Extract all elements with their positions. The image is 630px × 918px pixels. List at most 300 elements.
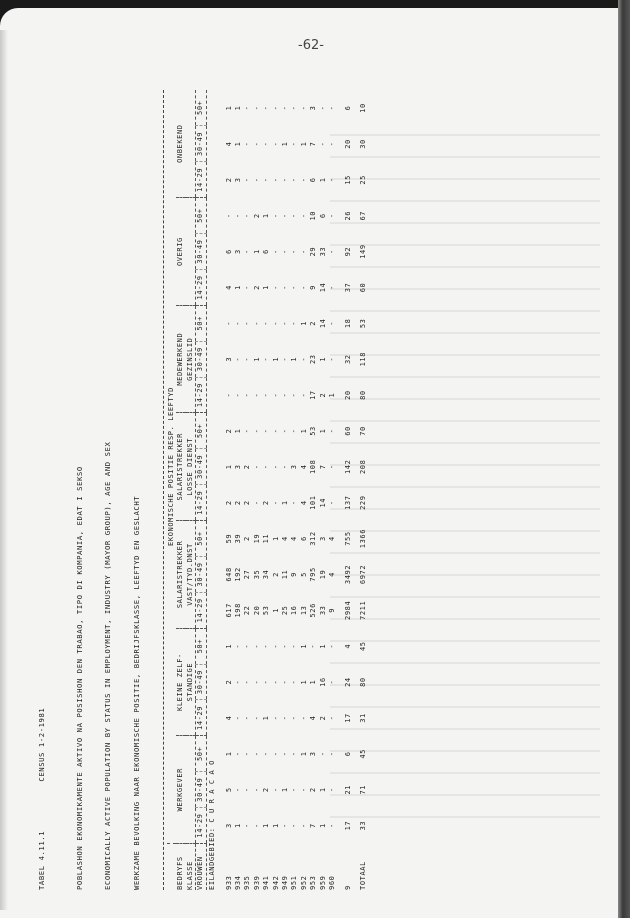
table-cell: 25 [358,175,367,185]
table-cell: - [281,285,290,290]
rotated-table-block [18,90,367,890]
table-cell: 19 [252,533,261,544]
table-cell: 92 [343,246,352,257]
table-cell: - [328,213,337,219]
table-cell: 2 [252,285,261,290]
age-band-header: 50+ [196,521,206,557]
table-row [272,90,281,890]
table-cell: 1 [262,715,271,721]
table-cell: - [290,500,299,506]
table-cell: 648 [224,567,233,582]
table-cell: - [271,751,280,757]
table-cell: 10 [358,103,367,113]
table-cell: - [290,787,299,793]
row-code: 953 [309,875,318,890]
group-subheader: VAST/TYD.DNST [186,521,196,629]
table-cell: - [290,715,299,721]
row-code: 960 [328,875,337,890]
table-cell: 45 [358,641,367,652]
table-cell: - [271,428,280,434]
table-cell: 17 [309,390,318,400]
table-cell: - [252,751,261,757]
table-cell: 2 [262,500,271,506]
group-subheader: STANDIGE [186,628,196,736]
table-cell: 208 [358,459,367,475]
table-cell: 20 [343,139,352,149]
table-cell: 45 [358,749,367,759]
table-cell: - [243,392,252,398]
table-cell: 53 [262,605,271,616]
table-cell: - [252,715,261,721]
row-code: 933 [224,875,233,890]
reverse-page-show-through [330,120,600,820]
table-cell: 1 [271,823,280,828]
table-cell: 3 [290,464,299,470]
table-cell: 7 [309,141,318,147]
table-cell: - [271,213,280,219]
table-cell: - [299,285,308,290]
table-cell: - [262,428,271,434]
super-header: EKONOMISCHE POSITIE RESP. LEEFTYD [167,90,176,844]
table-cell: 11 [281,569,290,580]
table-cell: 16 [318,677,327,687]
table-cell: 70 [358,426,367,436]
table-cell: 4 [343,643,352,649]
group-header-salaristrekker-losse: SALARISTREKKER [176,413,185,521]
table-cell: 19 [318,569,327,580]
table-cell: 3 [234,249,243,254]
age-band-header: 14-29 [196,377,206,413]
table-cell: 5 [224,787,233,793]
table-cell: 6 [262,249,271,254]
table-cell: 1 [224,643,233,649]
table-cell: 6 [343,751,352,757]
table-cell: - [243,787,252,793]
table-cell: 11 [262,533,271,544]
table-cell: - [271,643,280,649]
table-cell: - [271,320,280,326]
age-band-header: 50+ [196,628,206,664]
table-cell: 2 [262,787,271,793]
table-cell: - [243,715,252,721]
age-band-header: 30-49 [196,557,206,593]
table-cell: - [281,751,290,757]
table-cell: - [252,823,261,828]
table-cell: - [234,751,243,757]
table-cell: 1 [252,356,261,362]
table-cell: 29 [309,246,318,257]
book-spine [618,0,630,918]
table-cell: 7 [318,464,327,470]
table-cell: - [328,464,337,470]
table-cell: - [243,823,252,828]
table-cell: 9 [309,285,318,290]
table-cell: - [290,823,299,828]
table-cell: - [328,356,337,362]
table-cell: - [224,320,233,326]
table-cell: - [281,464,290,470]
table-cell: 137 [343,495,352,510]
table-cell: - [299,249,308,254]
table-cell: 21 [343,784,352,795]
table-cell: - [234,213,243,219]
table-cell: 35 [252,569,261,580]
table-cell: 2 [243,536,252,541]
table-cell: 1 [299,141,308,147]
table-cell: - [252,392,261,398]
group-subheader [186,198,196,306]
table-cell: 118 [358,351,367,367]
table-cell: - [252,428,261,434]
table-cell: 30 [358,139,367,149]
table-id: TABEL 4.11.1 [37,830,46,890]
table-row [225,90,234,890]
row-code: 941 [262,875,271,890]
table-cell: 4 [299,500,308,506]
table-cell: 1 [318,356,327,362]
table-cell: - [262,643,271,649]
table-cell: 4 [299,464,308,470]
table-cell: - [262,141,271,147]
table-cell: - [243,356,252,362]
table-cell: - [281,643,290,649]
table-row [243,90,252,890]
table-cell: - [243,751,252,757]
table-cell: 2 [224,500,233,506]
table-cell: 80 [358,677,367,687]
age-band-header: 50+ [196,305,206,341]
table-cell: 755 [343,531,352,546]
table-cell: 59 [224,533,233,544]
table-cell: - [252,679,261,685]
table-cell: 1 [262,213,271,219]
table-cell: 7211 [358,600,367,620]
table-cell: - [262,679,271,685]
age-band-header: 30-49 [196,664,206,700]
table-cell: 2 [271,572,280,577]
table-cell: - [290,320,299,326]
table-row [253,90,262,890]
table-cell: 3 [234,177,243,183]
table-cell: 17 [343,713,352,723]
table-cell: - [318,751,327,757]
table-cell: - [318,141,327,147]
title-line-dutch: WERKZAME BEVOLKING NAAR EKONOMISCHE POSITIE, BEDRIJFSKLASSE, LEEFTYD EN GESLACHT [131,495,141,890]
table-cell: 32 [343,354,352,365]
table-cell: 4 [328,536,337,541]
table-cell: 6 [318,213,327,219]
table-cell: 33 [318,246,327,257]
table-cell: 4 [309,715,318,721]
table-cell: 617 [224,603,233,618]
table-cell: 24 [343,677,352,687]
table-cell: - [234,715,243,721]
table-cell: - [243,105,252,111]
table-cell: 2 [309,320,318,326]
table-cell: 1 [281,500,290,506]
table-cell: - [271,500,280,506]
table-cell: - [328,141,337,147]
table-cell: 17 [343,820,352,831]
table-cell: 2 [243,500,252,506]
table-cell: 2 [224,679,233,685]
table-cell: 5 [299,572,308,577]
age-band-header: 14-29 [196,162,206,198]
table-cell: 67 [358,210,367,221]
table-cell: 1 [281,787,290,793]
group-header-kleine-zelfstandige: KLEINE ZELF- [176,628,185,736]
table-cell: - [252,787,261,793]
table-cell: 6972 [358,564,367,585]
table-cell: - [224,392,233,398]
table-cell: - [252,320,261,326]
table-cell: 526 [309,603,318,618]
table-cell: - [328,715,337,721]
sex-label: VROUWEN [196,856,205,890]
table-cell: 312 [309,531,318,546]
table-row [281,90,290,890]
table-cell: 25 [281,605,290,616]
table-cell: 60 [343,426,352,436]
table-cell: 33 [318,605,327,616]
table-cell: 1 [252,249,261,254]
age-band-header: 14-29 [196,270,206,306]
row-header-top: BEDRYFS [176,856,185,890]
table-cell: 1 [318,823,327,828]
table-cell: - [328,643,337,649]
table-cell: 1 [299,679,308,685]
table-cell: 3492 [343,564,352,585]
table-row [290,90,299,890]
table-cell: - [290,249,299,254]
table-cell: 2 [243,464,252,470]
table-cell: - [243,285,252,290]
table-cell: 20 [343,390,352,400]
table-cell: 23 [309,354,318,365]
table-cell: 1 [299,643,308,649]
census-date: CENSUS 1-2-1981 [37,707,46,782]
table-row [309,90,318,890]
table-cell: 60 [358,282,367,293]
table-cell: 1 [271,607,280,613]
row-code: 952 [299,875,308,890]
table-cell: - [262,392,271,398]
table-cell: - [252,500,261,506]
table-cell: - [252,643,261,649]
table-cell: - [290,105,299,111]
table-cell: 3 [309,751,318,757]
group-header-onbekend: ONBEKEND [176,90,185,198]
table-cell: 53 [309,426,318,436]
table-cell: - [243,249,252,254]
table-cell: - [262,751,271,757]
table-cell: - [271,679,280,685]
table-cell: - [328,249,337,254]
table-cell: 16 [290,605,299,616]
table-cell: - [328,177,337,183]
age-band-header: 30-49 [196,234,206,270]
table-cell: 2 [224,177,233,183]
table-cell: - [299,105,308,111]
table-cell: 198 [234,603,243,618]
table-cell: - [262,464,271,470]
age-band-header: 14-29 [196,592,206,628]
table-cell: - [299,823,308,828]
table-cell: 1 [281,141,290,147]
table-cell: 1366 [358,528,367,549]
table-cell: 149 [358,244,367,259]
table-cell: - [262,320,271,326]
table-cell: 1 [318,428,327,434]
age-band-header: 50+ [196,413,206,449]
table-row [262,90,271,890]
table-cell: 1 [234,428,243,434]
table-cell: - [281,213,290,219]
table-cell: 6 [299,536,308,541]
table-cell: 1 [318,177,327,183]
table-cell: - [281,823,290,828]
table-cell: - [299,213,308,219]
age-band-header: 30-49 [196,341,206,377]
table-row [319,90,328,890]
age-band-header: 30-49 [196,126,206,162]
table-cell: 108 [309,459,318,475]
table-cell: 1 [309,679,318,685]
age-band-header: 50+ [196,736,206,772]
table-cell: - [271,141,280,147]
group-subheader: LOSSE DIENST [186,413,196,521]
table-cell: - [281,320,290,326]
table-cell: 2 [318,392,327,398]
table-cell: 1 [318,787,327,793]
table-cell: 3 [234,464,243,470]
table-cell: 71 [358,784,367,795]
table-cell: 1 [299,428,308,434]
table-cell: 1 [299,320,308,326]
table-cell: - [290,213,299,219]
region-label: EILANDGEBIED: C U R A C A O [207,760,216,890]
age-band-header: 30-49 [196,449,206,485]
table-cell: 1 [234,105,243,111]
table-cell: 1 [234,141,243,147]
table-cell: - [281,105,290,111]
table-cell: - [224,213,233,219]
table-cell: - [234,679,243,685]
table-cell: 3 [224,356,233,362]
table-cell: 192 [234,567,243,582]
table-cell: 4 [328,572,337,577]
title-line-papiamentu: POBLASHON EKONOMIKAMENTE AKTIVO NA POSISHON DEN TRABAO, TIPO DI KOMPANIA, EDAT I SEKSO [74,466,84,890]
table-cell: - [252,105,261,111]
table-cell: - [299,715,308,721]
table-cell: - [281,715,290,721]
table-cell: - [299,177,308,183]
table-cell: 229 [358,495,367,510]
group-header-overig: OVERIG [176,198,185,306]
table-cell: 6 [224,249,233,254]
table-row [328,90,337,890]
table-cell: - [290,643,299,649]
table-cell: 18 [343,318,352,329]
table-cell: 4 [224,285,233,290]
table-cell: - [243,428,252,434]
table-cell: - [234,787,243,793]
table-cell: - [281,356,290,362]
table-cell: - [328,285,337,290]
table-cell: 14 [318,318,327,329]
table-cell: - [262,177,271,183]
row-code: 935 [243,875,252,890]
table-cell: - [328,787,337,793]
table-cell: - [328,823,337,828]
table-cell: - [309,643,318,649]
table-cell: - [290,285,299,290]
table-cell: 2 [252,213,261,219]
table-cell: 3 [309,105,318,111]
table-cell: - [234,392,243,398]
table-cell: 31 [358,713,367,723]
table-cell: 10 [309,210,318,221]
row-header-bottom: KLASSE [185,861,194,890]
table-cell: - [271,392,280,398]
table-cell: 1 [299,751,308,757]
table-cell: 2984 [343,600,352,620]
table-cell: 80 [358,390,367,400]
table-cell: 4 [224,141,233,147]
table-cell: 1 [271,536,280,541]
table-cell: 4 [224,715,233,721]
table-cell: 3 [318,536,327,541]
table-cell: 1 [224,751,233,757]
age-band-header: 14-29 [196,700,206,736]
table-cell: - [281,249,290,254]
table-cell: 15 [343,175,352,185]
table-cell: - [243,679,252,685]
table-cell: - [281,428,290,434]
table-cell: 33 [358,820,367,831]
table-row [300,90,309,890]
table-cell: - [290,141,299,147]
table-cell: - [252,177,261,183]
group-subheader [186,736,196,844]
table-cell: 1 [290,356,299,362]
row-code: 934 [234,875,243,890]
table-cell: 1 [234,823,243,828]
table-cell: - [328,751,337,757]
table-cell: 4 [290,536,299,541]
table-cell: 53 [358,318,367,329]
table-cell: - [318,105,327,111]
table-cell: - [252,141,261,147]
table-cell: - [252,464,261,470]
group-subheader [186,90,196,198]
group-header-salaristrekker-vast: SALARISTREKKER [176,521,185,629]
subtotal-row [344,90,353,890]
table-cell: 142 [343,459,352,475]
table-cell: - [328,679,337,685]
table-cell: 2 [234,500,243,506]
title-line-english: ECONOMICALLY ACTIVE POPULATION BY STATUS IN EMPLOYMENT, INDUSTRY (MAYOR GROUP), AGE AND SEX [103,441,112,890]
age-band-header: 50+ [196,90,206,126]
table-cell: - [271,715,280,721]
table-cell: - [234,356,243,362]
table-cell: 2 [224,428,233,434]
table-cell: - [271,105,280,111]
table-cell: 1 [262,823,271,828]
table-cell: - [271,787,280,793]
row-code: 959 [318,875,327,890]
age-band-header: 14-29 [196,808,206,844]
